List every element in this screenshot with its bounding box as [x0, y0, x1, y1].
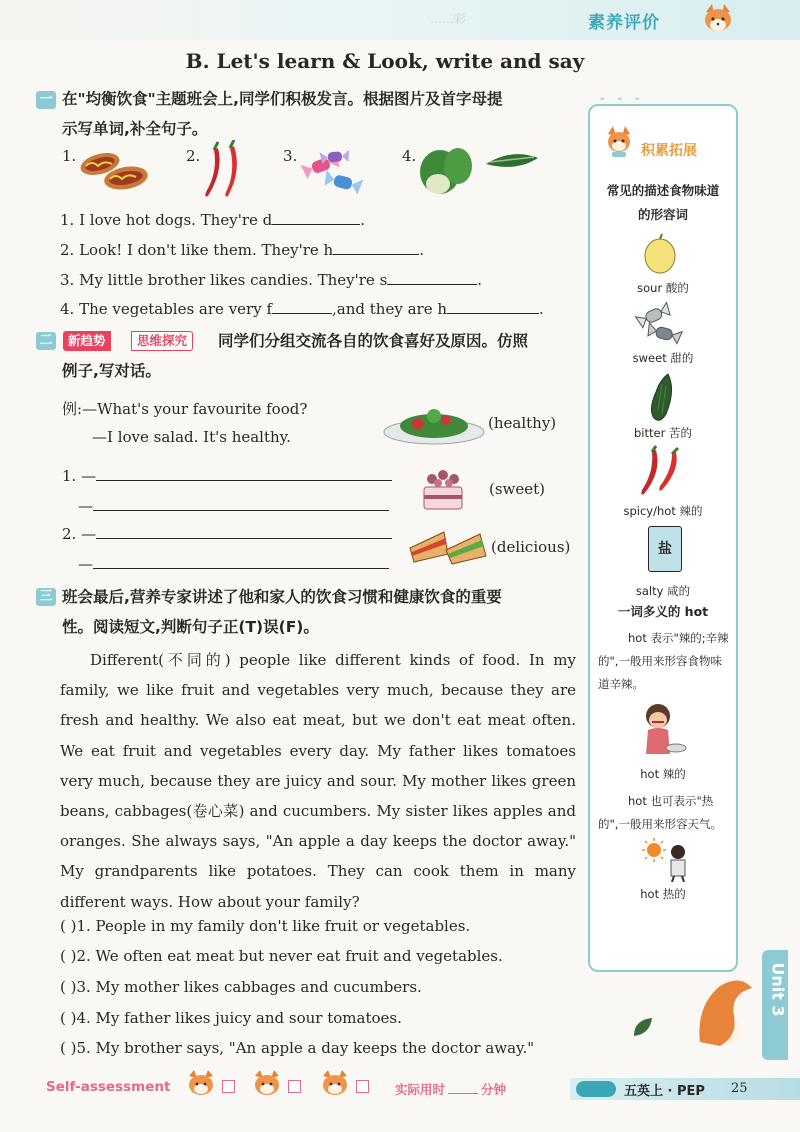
sidebar-title-line1: 常见的描述食物味道 — [606, 183, 720, 198]
q2-item1-line2: — — [78, 497, 389, 515]
tag-thinking-inquiry: 思维探究 — [131, 331, 193, 351]
q3-prompt-line1: 班会最后,营养专家讲述了他和家人的饮食习惯和健康饮食的重要 — [62, 588, 502, 606]
page-number: 25 — [731, 1081, 748, 1096]
salad-icon — [382, 402, 486, 446]
unit-label: Unit 3 — [768, 962, 788, 1017]
tf-statement-4[interactable]: ( )4. My father likes juicy and sour tomatoes. — [60, 1009, 402, 1027]
q2-item1-hint: (sweet) — [489, 480, 546, 498]
spicy-eating-child-icon — [634, 700, 690, 758]
word-hot-weather: hot 热的 — [640, 887, 686, 901]
picture-number-3: 3. — [283, 147, 298, 165]
fox-mascot-icon — [700, 4, 736, 34]
q1-sentence-3: 3. My little brother likes candies. They're s . — [60, 271, 483, 289]
fox-mascot-icon — [604, 126, 634, 158]
section-title: B. Let's learn & Look, write and say — [185, 49, 585, 73]
header-tag: 素养评价 — [588, 13, 660, 33]
time-used: 实际用时 分钟 — [395, 1082, 507, 1097]
fox-rating-icon — [186, 1070, 216, 1096]
q2-item1-line1: 1. — — [62, 467, 392, 485]
q2-item2-line1: 2. — — [62, 525, 392, 543]
reading-passage: Different(不同的) people like different kinds of food. In my family, we like fruit and vegetables very much, because they are fresh and healthy. We also eat meat, but we don't eat meat often. We eat fruit and vegetables every day. My father likes tomatoes very much, because they are juicy and sour. My mother likes green beans, cabbages(卷心菜) and cucumbers. My sister likes apples and oranges. She always says, "An apple a day keeps the doctor away." My grandparents like potatoes. They can cook them in many different ways. How about your family? — [60, 651, 576, 911]
rating-checkbox-2[interactable] — [288, 1080, 301, 1093]
footer-badge — [576, 1081, 616, 1097]
picture-number-4: 4. — [402, 147, 417, 165]
q1-sentence-2: 2. Look! I don't like them. They're h . — [60, 241, 424, 259]
candy-icon — [632, 300, 690, 346]
answer-blank-1[interactable] — [272, 211, 360, 225]
hot-title: 一词多义的 hot — [617, 604, 709, 619]
sidebar-heading: 积累拓展 — [641, 143, 697, 159]
answer-blank-4b[interactable] — [447, 300, 539, 314]
tf-statement-2[interactable]: ( )2. We often eat meat but never eat fruit and vegetables. — [60, 947, 503, 965]
self-assessment-label: Self-assessment — [46, 1079, 171, 1095]
hot-weather-icon — [642, 838, 694, 882]
sandwich-icon — [408, 526, 488, 566]
dialogue-blank-1a[interactable] — [96, 467, 392, 481]
q1-sentence-1: 1. I love hot dogs. They're d . — [60, 211, 366, 229]
word-sour: sour 酸的 — [637, 281, 689, 295]
tf-statement-1[interactable]: ( )1. People in my family don't like fruit or vegetables. — [60, 917, 471, 935]
dialogue-blank-2a[interactable] — [96, 525, 392, 539]
rating-checkbox-3[interactable] — [356, 1080, 369, 1093]
chili-pepper-icon — [200, 140, 250, 200]
header-faint-text: ……彩 — [430, 12, 467, 26]
picture-number-1: 1. — [62, 147, 77, 165]
decorative-dots: ⌄ ⌄ ⌄ — [598, 92, 645, 103]
word-salty: salty 咸的 — [635, 584, 691, 598]
sidebar-title-line2: 的形容词 — [637, 207, 688, 222]
word-hot-spicy: hot 辣的 — [640, 767, 686, 781]
dialogue-blank-2b[interactable] — [93, 555, 389, 569]
q2-item2-hint: (delicious) — [491, 538, 571, 556]
fox-rating-icon — [320, 1070, 350, 1096]
answer-blank-2[interactable] — [333, 241, 419, 255]
word-sweet: sweet 甜的 — [632, 351, 694, 365]
dialogue-blank-1b[interactable] — [93, 497, 389, 511]
q3-prompt-line2: 性。阅读短文,判断句子正(T)误(F)。 — [62, 618, 319, 636]
q2-prompt-line2: 例子,写对话。 — [62, 362, 161, 380]
word-spicy-hot: spicy/hot 辣的 — [623, 504, 703, 518]
hot-note-spicy: hot 表示"辣的;辛辣的",一般用来形容食物味道辛辣。 — [598, 631, 729, 691]
salt-icon: 盐 — [648, 526, 682, 572]
book-label: 五英上 · PEP — [624, 1084, 705, 1099]
word-bitter: bitter 苦的 — [634, 426, 692, 440]
bitter-gourd-icon — [644, 370, 678, 424]
lemon-icon — [640, 232, 680, 276]
q2-item2-line2: — — [78, 555, 389, 573]
example-question: 例:—What's your favourite food? — [62, 400, 308, 418]
fox-rating-icon — [252, 1070, 282, 1096]
q1-prompt-line2: 示写单词,补全句子。 — [62, 120, 208, 138]
example-answer: —I love salad. It's healthy. — [92, 428, 291, 446]
rating-checkbox-1[interactable] — [222, 1080, 235, 1093]
question-badge-3: 三 — [36, 588, 56, 606]
hot-note-weather: hot 也可表示"热的",一般用来形容天气。 — [598, 794, 722, 831]
question-badge-1: 一 — [36, 91, 56, 109]
q1-prompt-line1: 在"均衡饮食"主题班会上,同学们积极发言。根据图片及首字母提 — [62, 90, 503, 108]
leaf-icon — [632, 1016, 654, 1038]
q2-prompt-line1: 同学们分组交流各自的饮食喜好及原因。仿照 — [218, 332, 529, 350]
tf-statement-5[interactable]: ( )5. My brother says, "An apple a day keeps the doctor away." — [60, 1039, 535, 1057]
chili-pepper-icon — [636, 444, 690, 498]
cake-icon — [418, 465, 468, 513]
question-badge-2: 二 — [36, 332, 56, 350]
tag-new-trend: 新趋势 — [63, 331, 111, 351]
answer-blank-4a[interactable] — [272, 300, 332, 314]
vegetables-icon — [416, 142, 542, 198]
picture-number-2: 2. — [186, 147, 201, 165]
header-bar — [0, 0, 800, 40]
candy-icon — [298, 148, 368, 198]
answer-blank-3[interactable] — [387, 271, 477, 285]
tf-statement-3[interactable]: ( )3. My mother likes cabbages and cucumbers. — [60, 978, 422, 996]
q1-sentence-4: 4. The vegetables are very f ,and they are h . — [60, 300, 544, 318]
fox-tail-icon — [690, 976, 760, 1048]
hot-dog-icon — [78, 146, 152, 196]
time-blank[interactable] — [448, 1093, 478, 1094]
example-hint: (healthy) — [488, 414, 557, 432]
